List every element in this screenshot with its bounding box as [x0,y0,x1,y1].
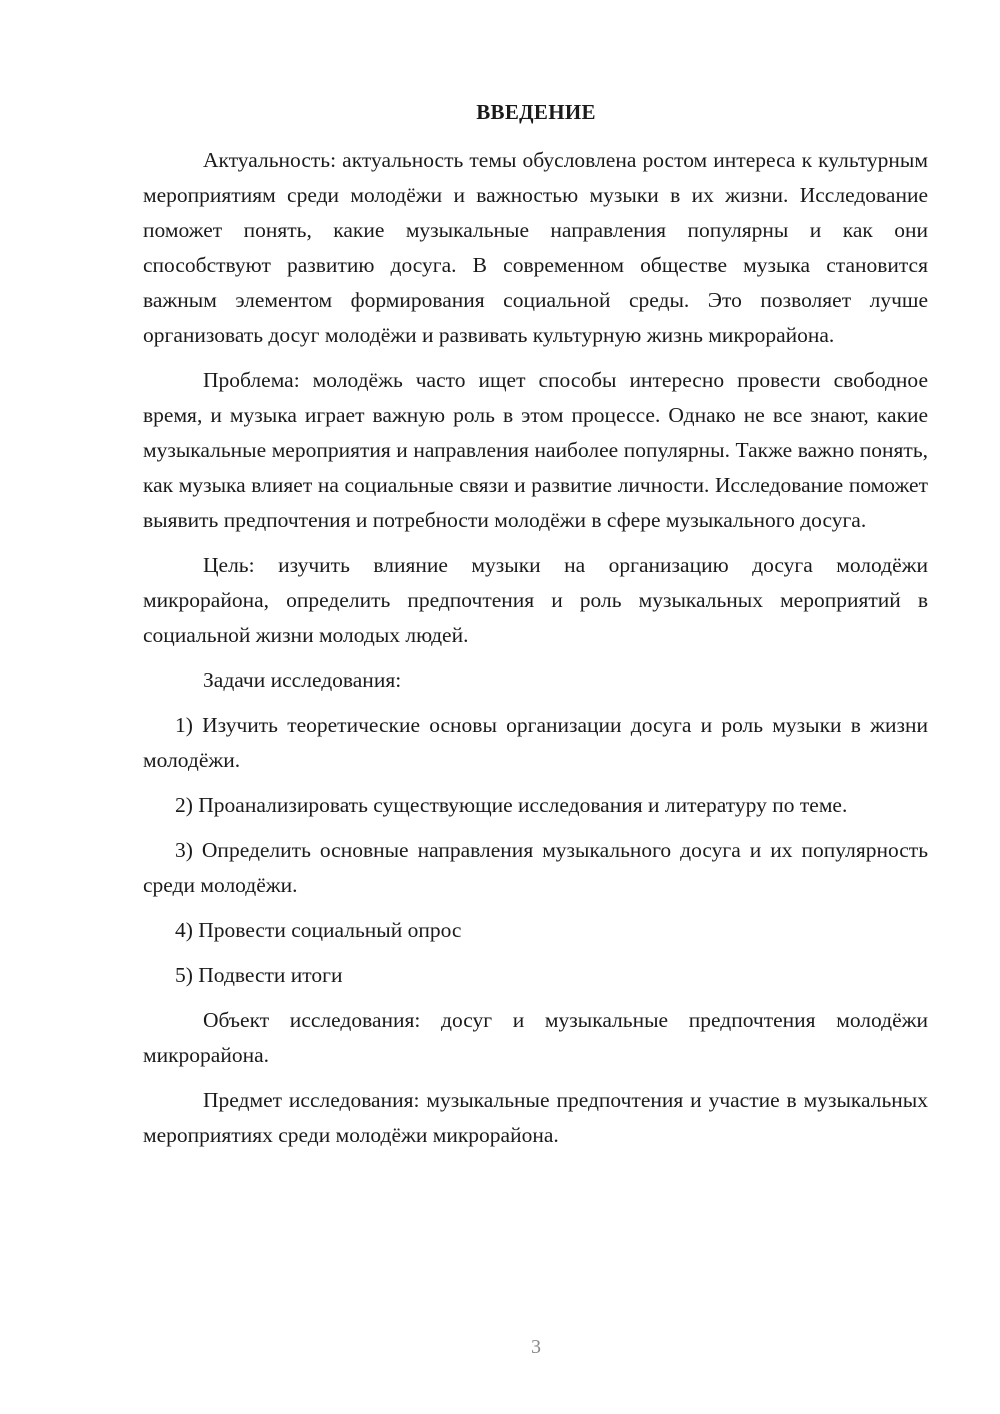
page-title: ВВЕДЕНИЕ [476,100,596,124]
task-item-4: 4) Провести социальный опрос [175,918,462,942]
paragraph-goal: Цель: изучить влияние музыки на организацию досуга молодёжи микрорайона, определить предпочтения и роль музыкальных мероприятий в социальной жизни молодых людей. [143,553,928,647]
paragraph-problem: Проблема: молодёжь часто ищет способы интересно провести свободное время, и музыка играет важную роль в этом процессе. Однако не все знают, какие музыкальные мероприятия и направления наиболее популярны. Также важно понять, как музыка влияет на социальные связи и развитие личности. Исследование поможет выявить предпочтения и потребности молодёжи в сфере музыкального досуга. [143,368,928,532]
paragraph-object: Объект исследования: досуг и музыкальные предпочтения молодёжи микрорайона. [143,1008,928,1067]
task-item-2: 2) Проанализировать существующие исследования и литературу по теме. [175,793,848,817]
task-item-3: 3) Определить основные направления музыкального досуга и их популярность среди молодёжи. [143,838,928,897]
task-item-5: 5) Подвести итоги [175,963,343,987]
page-number: 3 [531,1336,541,1358]
task-item-1: 1) Изучить теоретические основы организации досуга и роль музыки в жизни молодёжи. [143,713,928,772]
tasks-heading: Задачи исследования: [203,668,402,692]
paragraph-subject: Предмет исследования: музыкальные предпочтения и участие в музыкальных мероприятиях среди молодёжи микрорайона. [143,1088,928,1147]
paragraph-relevance: Актуальность: актуальность темы обусловлена ростом интереса к культурным мероприятиям среди молодёжи и важностью музыки в их жизни. Исследование поможет понять, какие музыкальные направления популярны и как они способствуют развитию досуга. В современном обществе музыка становится важным элементом формирования социальной среды. Это позволяет лучше организовать досуг молодёжи и развивать культурную жизнь микрорайона. [143,148,928,347]
document-body [143,143,928,1153]
